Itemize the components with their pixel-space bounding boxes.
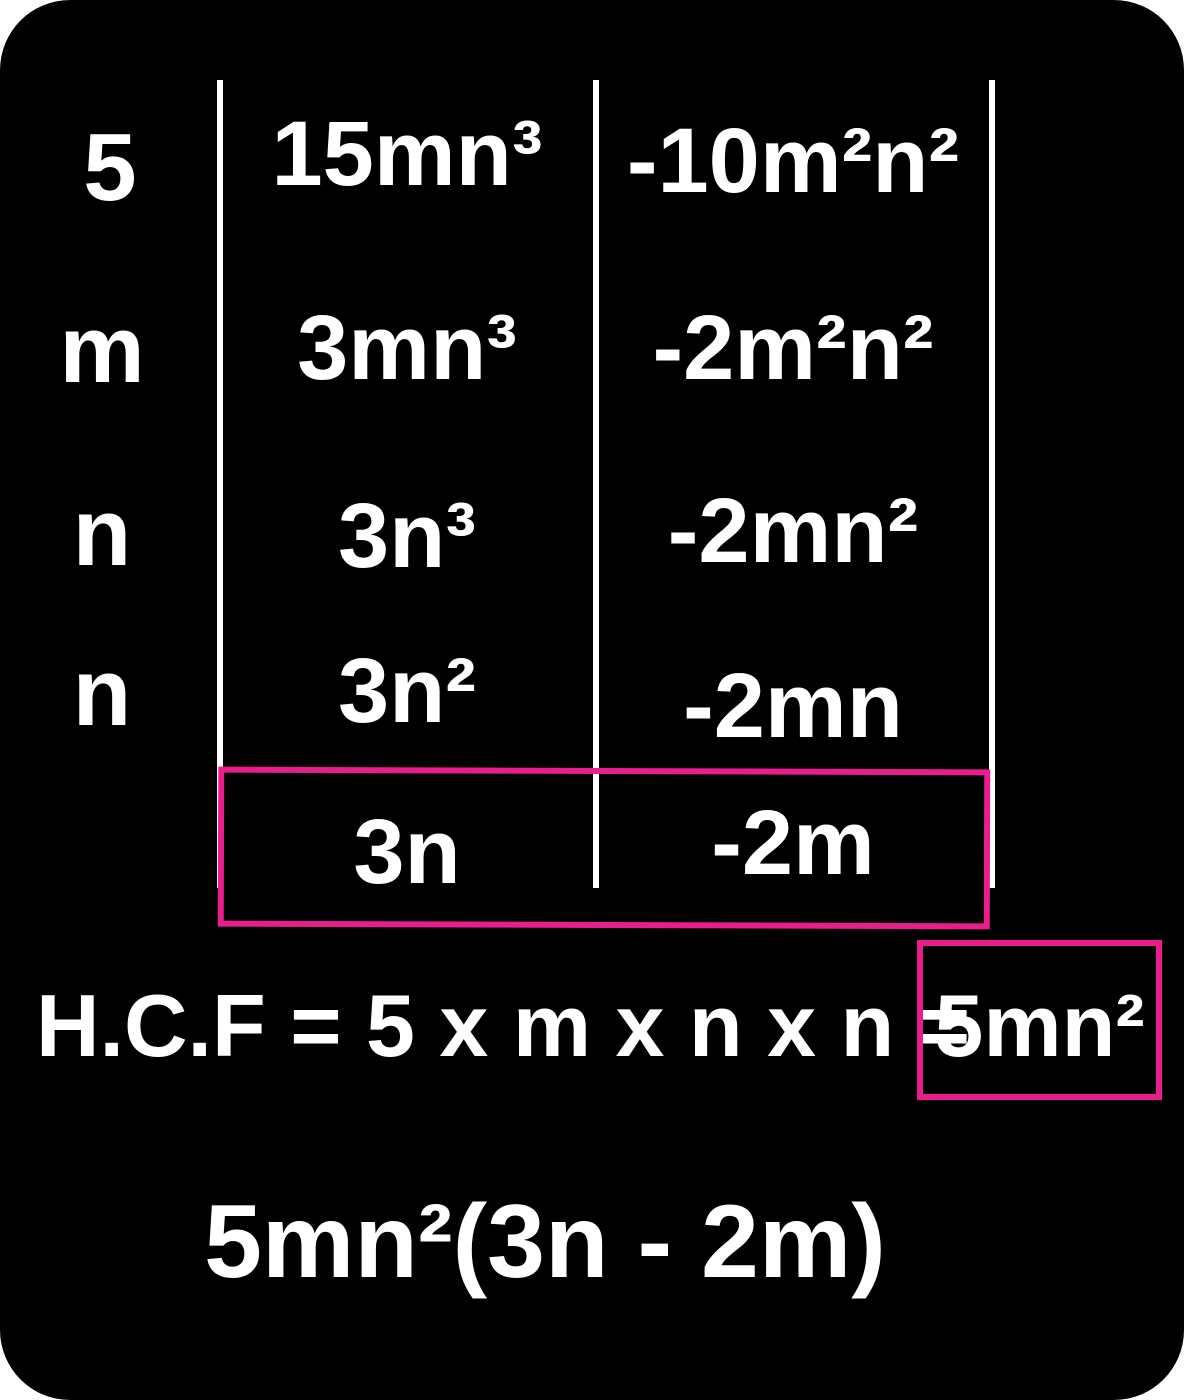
quotient-highlight-box [218,767,991,930]
hcf-expression: H.C.F = 5 x m x n x n = [36,976,971,1075]
divisor-1: 5 [83,114,137,221]
table-rule-right [989,80,995,888]
term1-row-4: 3n² [338,640,476,742]
term1-row-5: 3n [353,801,461,903]
factored-result: 5mn²(3n - 2m) [204,1184,886,1300]
term2-row-2: -2m²n² [652,297,934,399]
term1-row-3: 3n³ [338,485,476,587]
divisor-2: m [59,296,145,403]
term1-row-1: 15mn³ [271,103,543,205]
term2-row-5: -2m [711,792,875,894]
term2-row-3: -2mn² [667,480,919,582]
term2-row-4: -2mn [683,655,903,757]
term1-row-2: 3mn³ [297,297,517,399]
divisor-4: n [72,639,132,746]
table-rule-middle [593,80,599,888]
term2-row-1: -10m²n² [626,110,960,212]
hcf-answer: 5mn² [934,976,1145,1075]
divisor-3: n [72,479,132,586]
